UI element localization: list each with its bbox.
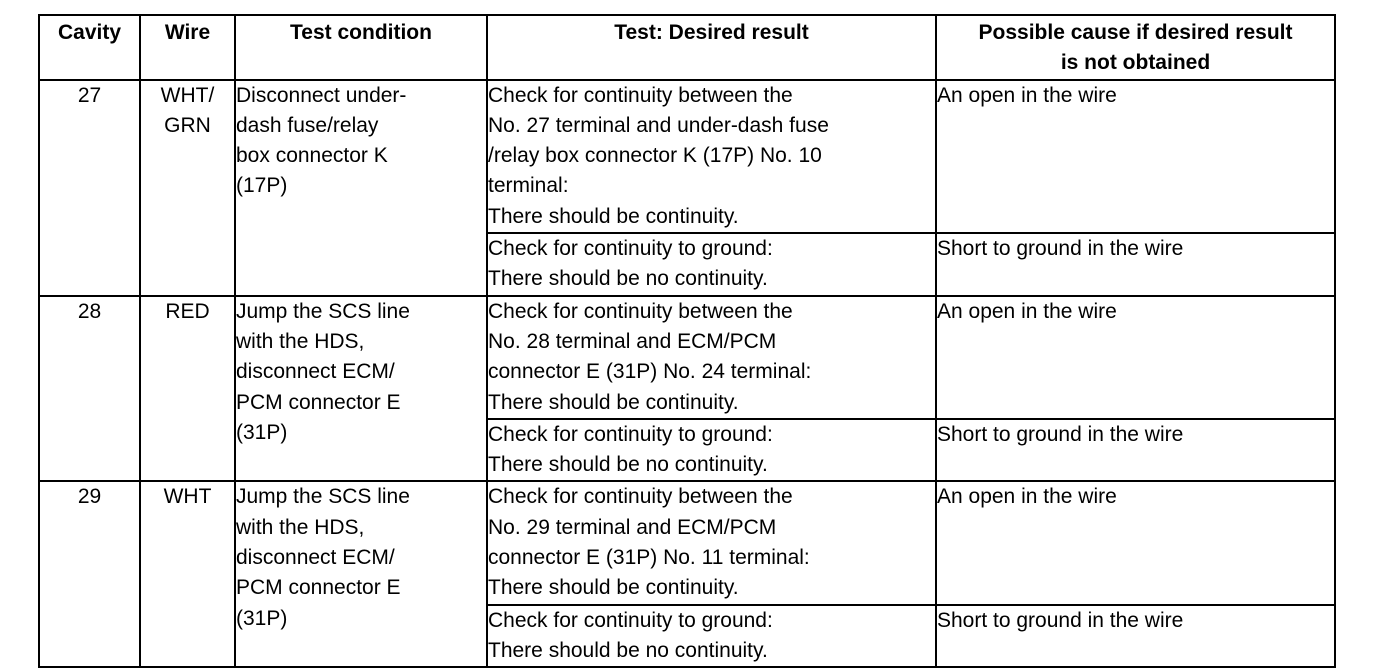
header-possible-cause <box>936 15 1335 80</box>
condition-line: box connector K <box>236 144 388 168</box>
result-line: /relay box connector K (17P) No. 10 <box>488 144 822 168</box>
possible-cause-cell: An open in the wire <box>936 80 1335 233</box>
desired-result-cell <box>487 419 936 482</box>
desired-result-cell <box>487 80 936 233</box>
cavity-cell: 29 <box>39 481 140 667</box>
header-wire: Wire <box>140 15 235 80</box>
possible-cause-cell: Short to ground in the wire <box>936 605 1335 668</box>
desired-result-cell <box>487 296 936 419</box>
possible-cause-cell: An open in the wire <box>936 296 1335 419</box>
result-line: Check for continuity to ground: <box>488 237 773 261</box>
wire-color-line2: GRN <box>164 113 211 137</box>
result-line: There should be no continuity. <box>488 638 768 662</box>
desired-result-cell <box>487 481 936 604</box>
result-line: No. 28 terminal and ECM/PCM <box>488 329 777 353</box>
table-row <box>39 481 1335 604</box>
desired-result-cell <box>487 605 936 668</box>
wire-color-line1: WHT/ <box>160 83 215 107</box>
test-condition-cell <box>235 296 487 482</box>
table-row <box>39 296 1335 419</box>
condition-line: (17P) <box>236 174 288 198</box>
result-line: Check for continuity to ground: <box>488 608 773 632</box>
header-test-condition: Test condition <box>235 15 487 80</box>
test-condition-cell <box>235 80 487 296</box>
condition-line: Jump the SCS line <box>236 299 410 323</box>
condition-line: (31P) <box>236 606 288 630</box>
possible-cause-cell: An open in the wire <box>936 481 1335 604</box>
result-line: There should be continuity. <box>488 390 739 414</box>
header-row <box>39 15 1335 80</box>
table-row <box>39 80 1335 233</box>
cavity-cell: 27 <box>39 80 140 296</box>
header-cavity: Cavity <box>39 15 140 80</box>
continuity-test-table <box>38 14 1336 668</box>
wire-color-line1: RED <box>165 299 210 323</box>
result-line: connector E (31P) No. 24 terminal: <box>488 360 812 384</box>
result-line: There should be no continuity. <box>488 453 768 477</box>
result-line: terminal: <box>488 174 569 198</box>
result-line: Check for continuity to ground: <box>488 422 773 446</box>
result-line: Check for continuity between the <box>488 299 793 323</box>
header-possible-cause-line2: is not obtained <box>1060 51 1211 75</box>
wire-cell <box>140 296 235 482</box>
condition-line: with the HDS, <box>236 515 365 539</box>
possible-cause-cell: Short to ground in the wire <box>936 233 1335 296</box>
result-line: Check for continuity between the <box>488 485 793 509</box>
result-line: No. 27 terminal and under-dash fuse <box>488 113 829 137</box>
condition-line: disconnect ECM/ <box>236 546 395 570</box>
condition-line: with the HDS, <box>236 329 365 353</box>
wire-cell <box>140 481 235 667</box>
header-desired-result: Test: Desired result <box>487 15 936 80</box>
condition-line: Jump the SCS line <box>236 485 410 509</box>
test-condition-cell <box>235 481 487 667</box>
result-line: There should be no continuity. <box>488 267 768 291</box>
condition-line: Disconnect under- <box>236 83 407 107</box>
condition-line: disconnect ECM/ <box>236 360 395 384</box>
desired-result-cell <box>487 233 936 296</box>
result-line: There should be continuity. <box>488 576 739 600</box>
condition-line: dash fuse/relay <box>236 113 379 137</box>
wire-color-line1: WHT <box>163 485 212 509</box>
result-line: There should be continuity. <box>488 204 739 228</box>
result-line: connector E (31P) No. 11 terminal: <box>488 546 810 570</box>
condition-line: (31P) <box>236 420 288 444</box>
condition-line: PCM connector E <box>236 390 401 414</box>
possible-cause-cell: Short to ground in the wire <box>936 419 1335 482</box>
cavity-cell: 28 <box>39 296 140 482</box>
wire-cell <box>140 80 235 296</box>
result-line: Check for continuity between the <box>488 83 793 107</box>
condition-line: PCM connector E <box>236 576 401 600</box>
header-possible-cause-line1: Possible cause if desired result <box>978 21 1293 44</box>
result-line: No. 29 terminal and ECM/PCM <box>488 515 777 539</box>
